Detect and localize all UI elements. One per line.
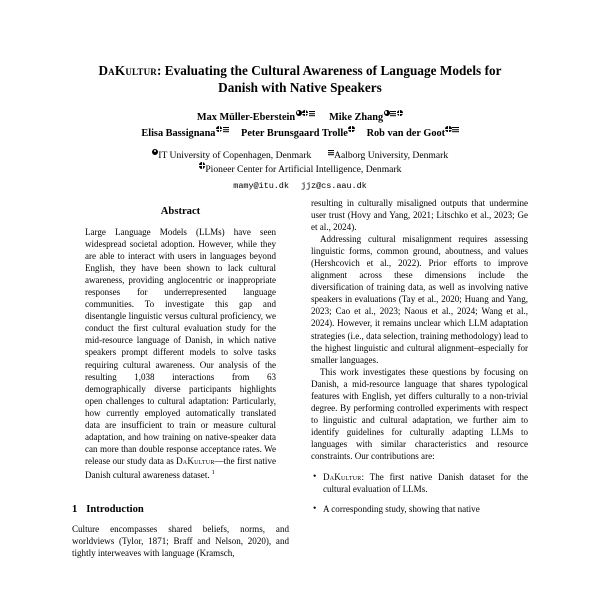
affiliation-entry [152,150,311,161]
author-entry [241,128,355,139]
affiliation-marker-aau-icon [328,149,334,155]
affiliation-line-2 [0,162,600,176]
list-item [311,503,528,515]
contact-emails [0,180,600,192]
paragraph: Addressing cultural misalignment requires assessing linguistic forms, common ground, aboutness, and values (Hershcovich et al., 2022). Prior efforts to improve alignment across these dimensions include the diversification of training data, as well as involving native speakers in evaluations (Tay et al., 2020; Huang and Yang, 2023; Cao et al., 2023; Naous et al., 2024; Wang et al., 2024). However, it remains unclear which LLM adaptation strategies (i.e., data selection, training methodology) lead to the highest linguistic and cultural alignment–especially for smaller languages. [311,234,528,365]
paragraph: This work investigates these questions by focusing on Danish, a mid-resource language that shares typological features with English, yet differs culturally to a non-trivial degree. By performing controlled experiments with respect to linguistic and cultural adaptation, we further aim to identify guidelines for culturally adapting LLMs to languages with similar characteristics and resource constraints. Our contributions are: [311,366,528,461]
author-entry [367,128,459,139]
bullet-text: A corresponding study, showing that native [323,504,480,515]
contributions-list [311,471,528,515]
affiliation-marker-pioneer-icon [348,126,354,132]
abstract-text [72,226,289,481]
affiliation-marker-aau-icon [390,110,396,116]
right-column-text [311,197,528,462]
column-left [72,197,289,607]
affiliation-line-1 [0,149,600,162]
affiliation-entry [327,150,448,161]
author-list [0,110,600,142]
footnote-marker[interactable]: 1 [211,468,215,476]
affiliation-marker-itu-icon [296,110,302,116]
affiliation-marker-pioneer-icon [199,162,205,168]
author-entry [141,128,229,139]
affiliation-marker-aau-icon [223,126,229,132]
abstract-text-part2: —the first native Danish cultural awareness dataset. [85,455,276,480]
email-address[interactable]: jjz@cs.aau.dk [300,181,367,192]
introduction-text [72,523,289,559]
author-name: Mike Zhang [329,112,384,124]
section-heading-introduction [72,504,289,515]
author-entry [197,112,315,123]
affiliation-text: IT University of Copenhagen, Denmark [158,149,312,161]
affiliation-marker-pioneer-icon [397,110,403,116]
author-name: Max Müller-Eberstein [196,112,296,124]
author-entry [329,112,403,123]
affiliation-list [0,149,600,176]
list-item [311,471,528,495]
email-address[interactable]: mamy@itu.dk [233,181,289,192]
author-name: Peter Brunsgaard Trolle [241,128,348,140]
title-block [0,0,600,96]
affiliation-marker-aau-icon [309,110,315,116]
author-row-1 [0,110,600,126]
affiliation-marker-pioneer-icon [302,110,308,116]
bullet-dataset-name: DaKultur [323,472,362,483]
affiliation-text: Aalborg University, Denmark [334,149,449,161]
section-title: Introduction [86,503,144,515]
affiliation-marker-pioneer-icon [216,126,222,132]
title-line2: Danish with Native Speakers [218,80,382,95]
body-columns [72,197,528,607]
author-name: Elisa Bassignana [141,128,216,140]
paragraph: resulting in culturally misaligned outputs that undermine user trust (Hovy and Yang, 2021; Litschko et al., 2023; Ge et al., 2024). [311,198,528,233]
affiliation-marker-aau-icon [452,126,458,132]
column-right [311,197,528,607]
affiliation-marker-itu-icon [384,110,390,116]
title-dataset-name: DaKultur [98,63,157,78]
title-line1-rest: : Evaluating the Cultural Awareness of Language Models for [157,63,502,78]
abstract-heading: Abstract [160,206,201,217]
bullet-text: : The first native Danish dataset for the cultural evaluation of LLMs. [323,472,528,495]
affiliation-entry [199,164,402,175]
author-name: Rob van der Goot [366,128,446,140]
abstract-dataset-name: DaKultur [176,455,215,466]
paragraph: Culture encompasses shared beliefs, norms, and worldviews (Tylor, 1871; Braff and Nelson, 2020), and tightly interweaves with language (Kramsch, [72,523,289,559]
abstract-text-part1: Large Language Models (LLMs) have seen widespread societal adoption. However, while they are able to interact with users in languages beyond English, they have been shown to lack cultural awareness, providing anglocentric or inappropriate responses for underrepresented language communities. To investigate this gap and disentangle linguistic versus cultural proficiency, we conduct the first cultural evaluation study for the mid-resource language of Danish, in which native speakers prompt different models to solve tasks requiring cultural awareness. Our analysis of the resulting 1,038 interactions from 63 demographically diverse participants highlights open challenges to cultural adaptation: Particularly, how currently employed automatically translated data are insufficient to train or measure cultural adaptation, and how training on native-speaker data can more than double response acceptance rates. We release our study data as [85,227,276,466]
page-title [72,62,528,96]
section-number: 1 [72,503,78,515]
affiliation-marker-pioneer-icon [445,126,451,132]
author-row-2 [0,126,600,142]
affiliation-text: Pioneer Center for Artificial Intelligence, Denmark [205,163,402,175]
